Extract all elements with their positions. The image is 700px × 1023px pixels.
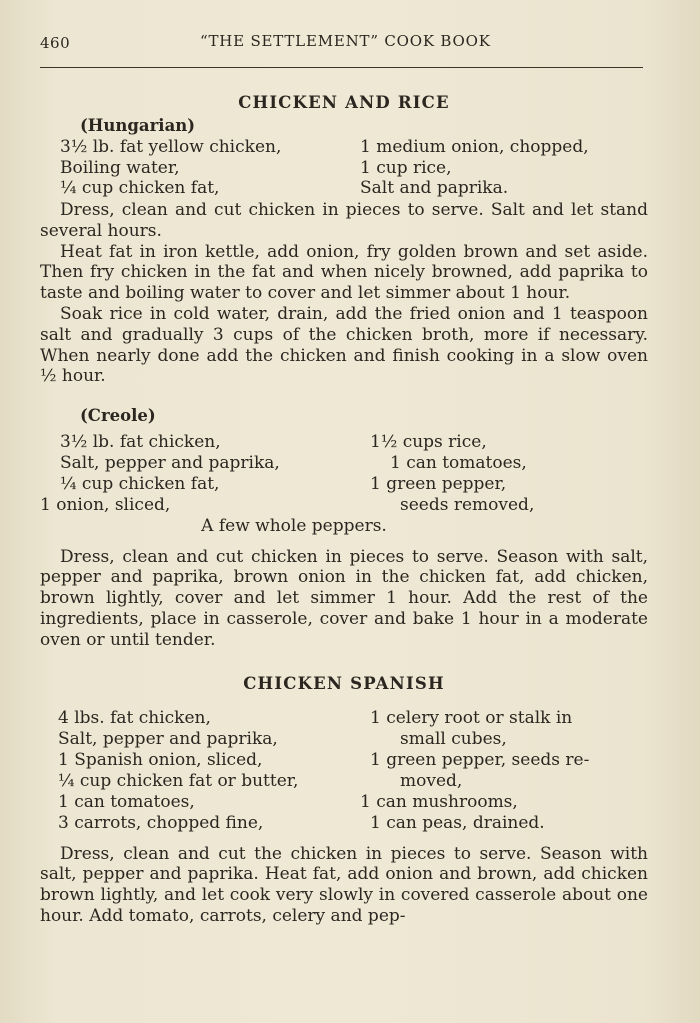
ingredient-item: 3½ lb. fat yellow chicken, <box>60 137 282 157</box>
running-head: “THE SETTLEMENT” COOK BOOK <box>200 32 491 50</box>
ingredient-item: ¼ cup chicken fat, <box>60 178 220 198</box>
recipe-title: CHICKEN SPANISH <box>243 673 445 693</box>
ingredient-item: seeds removed, <box>400 495 535 516</box>
header-rule <box>40 67 643 68</box>
ingredient-item: 1½ cups rice, <box>370 432 487 453</box>
recipe-title: CHICKEN AND RICE <box>238 93 450 112</box>
ingredient-item: small cubes, <box>400 728 507 749</box>
ingredient-item: moved, <box>400 770 463 791</box>
page-header <box>40 30 642 60</box>
ingredient-item: Salt and paprika. <box>360 178 509 198</box>
page-content <box>40 88 648 927</box>
ingredient-item: A few whole peppers. <box>201 516 387 537</box>
ingredient-item: 1 Spanish onion, sliced, <box>58 749 263 770</box>
ingredient-item: 1 can tomatoes, <box>390 453 527 474</box>
recipe-subtitle: (Creole) <box>80 406 156 426</box>
ingredient-list <box>40 432 648 516</box>
instruction-paragraph: Soak rice in cold water, drain, add the fried onion and 1 teaspoon salt and gradually 3 cups of the chicken broth, more if necessary. When nearly done add the chicken and finish cooking in a slow oven ½ hour. <box>40 303 648 387</box>
ingredient-item: 3½ lb. fat chicken, <box>60 432 221 453</box>
ingredient-item: 4 lbs. fat chicken, <box>58 707 211 728</box>
ingredient-item: 1 can mushrooms, <box>360 791 518 812</box>
instruction-paragraph: Dress, clean and cut chicken in pieces to serve. Salt and let stand several hours. <box>40 200 648 241</box>
instruction-paragraph: Heat fat in iron kettle, add onion, fry golden brown and set aside. Then fry chicken in the fat and when nicely browned, add paprika to taste and boiling water to cover and let simmer about 1 hour. <box>40 241 648 304</box>
ingredient-item: 1 celery root or stalk in <box>370 707 573 728</box>
ingredient-item: Boiling water, <box>60 157 180 178</box>
ingredient-item: 1 green pepper, seeds re- <box>370 749 590 770</box>
ingredient-item: 1 onion, sliced, <box>40 495 171 516</box>
ingredient-item: Salt, pepper and paprika, <box>60 453 280 474</box>
instruction-paragraph: Dress, clean and cut the chicken in pieces to serve. Season with salt, pepper and paprika. Heat fat, add onion and brown, add chicken brown lightly, and let cook very slowly in covered casserole about one hour. Add tomato, carrots, celery and pep- <box>40 843 648 927</box>
recipe-subtitle: (Hungarian) <box>80 116 196 135</box>
ingredient-item: Salt, pepper and paprika, <box>58 728 278 749</box>
ingredient-list <box>40 708 648 834</box>
page-number: 460 <box>40 34 71 52</box>
ingredient-list <box>40 137 648 200</box>
ingredient-item: 1 can peas, drained. <box>370 812 545 833</box>
ingredient-item: ¼ cup chicken fat or butter, <box>58 770 299 791</box>
ingredient-item: ¼ cup chicken fat, <box>60 474 220 495</box>
instruction-paragraph: Dress, clean and cut chicken in pieces to serve. Season with salt, pepper and paprika, brown onion in the chicken fat, add chicken, brown lightly, cover and let simmer 1 hour. Add the rest of the ingredients, place in casserole, cover and bake 1 hour in a moderate oven or until tender. <box>40 546 648 650</box>
ingredient-item: 1 green pepper, <box>370 474 507 495</box>
ingredient-item: 1 cup rice, <box>360 157 452 178</box>
ingredient-item: 1 medium onion, chopped, <box>360 137 589 157</box>
ingredient-item: 1 can tomatoes, <box>58 791 195 812</box>
ingredient-item: 3 carrots, chopped fine, <box>58 812 264 833</box>
